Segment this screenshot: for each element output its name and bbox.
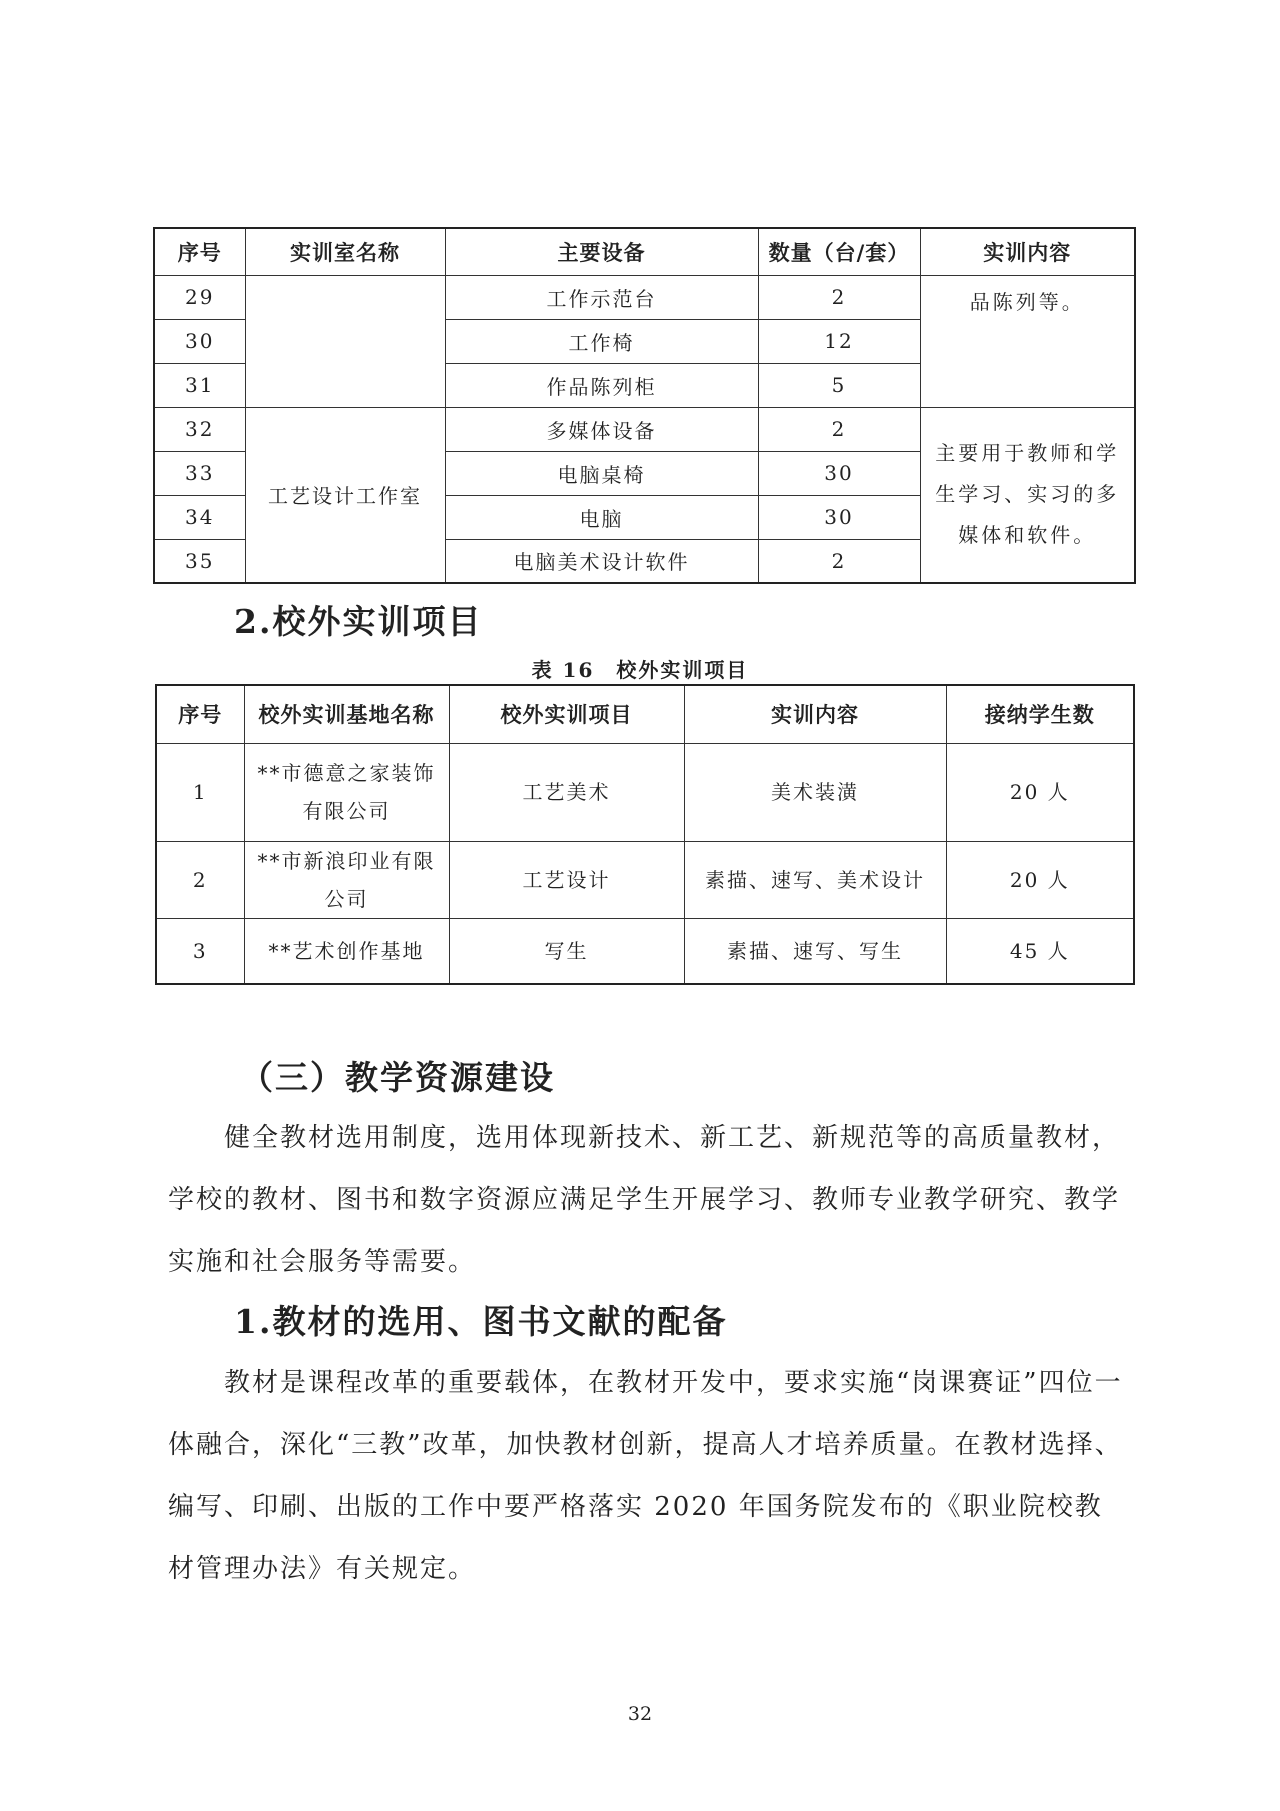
row-number: 1 bbox=[156, 743, 244, 841]
section-heading-offsite: 2.校外实训项目 bbox=[234, 602, 483, 641]
training-project: 工艺美术 bbox=[449, 743, 684, 841]
base-name: **市新浪印业有限公司 bbox=[244, 841, 449, 918]
device-quantity: 2 bbox=[758, 407, 920, 451]
table-row bbox=[154, 407, 1135, 451]
device-quantity: 30 bbox=[758, 495, 920, 539]
student-count: 20 人 bbox=[946, 743, 1134, 841]
row-number: 30 bbox=[154, 319, 245, 363]
row-number: 2 bbox=[156, 841, 244, 918]
base-name: **市德意之家装饰有限公司 bbox=[244, 743, 449, 841]
device-name: 工作示范台 bbox=[445, 275, 758, 319]
device-name: 电脑 bbox=[445, 495, 758, 539]
device-name: 多媒体设备 bbox=[445, 407, 758, 451]
table-row bbox=[156, 841, 1134, 918]
student-count: 45 人 bbox=[946, 918, 1134, 984]
section-heading-resources: （三）教学资源建设 bbox=[240, 1058, 555, 1097]
equipment-table bbox=[153, 227, 1136, 584]
device-name: 电脑美术设计软件 bbox=[445, 539, 758, 583]
device-quantity: 2 bbox=[758, 275, 920, 319]
header-quantity: 数量（台/套） bbox=[758, 228, 920, 275]
device-quantity: 5 bbox=[758, 363, 920, 407]
device-name: 作品陈列柜 bbox=[445, 363, 758, 407]
header-content: 实训内容 bbox=[684, 685, 946, 743]
base-name: **艺术创作基地 bbox=[244, 918, 449, 984]
row-number: 34 bbox=[154, 495, 245, 539]
table-row bbox=[156, 743, 1134, 841]
table-row bbox=[154, 275, 1135, 319]
training-project: 写生 bbox=[449, 918, 684, 984]
header-room: 实训室名称 bbox=[245, 228, 445, 275]
student-count: 20 人 bbox=[946, 841, 1134, 918]
training-content: 素描、速写、美术设计 bbox=[684, 841, 946, 918]
header-no: 序号 bbox=[154, 228, 245, 275]
device-quantity: 12 bbox=[758, 319, 920, 363]
header-base: 校外实训基地名称 bbox=[244, 685, 449, 743]
training-content: 素描、速写、写生 bbox=[684, 918, 946, 984]
page-number: 32 bbox=[627, 1703, 653, 1725]
row-number: 35 bbox=[154, 539, 245, 583]
offsite-training-table bbox=[155, 684, 1135, 985]
header-students: 接纳学生数 bbox=[946, 685, 1134, 743]
table-header-row bbox=[154, 228, 1135, 275]
room-name bbox=[245, 275, 445, 407]
room-name: 工艺设计工作室 bbox=[245, 407, 445, 583]
training-content: 品陈列等。 bbox=[920, 275, 1135, 407]
header-device: 主要设备 bbox=[445, 228, 758, 275]
row-number: 31 bbox=[154, 363, 245, 407]
table-header-row bbox=[156, 685, 1134, 743]
training-project: 工艺设计 bbox=[449, 841, 684, 918]
device-quantity: 30 bbox=[758, 451, 920, 495]
table-caption: 表 16 校外实训项目 bbox=[531, 658, 749, 682]
row-number: 29 bbox=[154, 275, 245, 319]
device-name: 工作椅 bbox=[445, 319, 758, 363]
row-number: 3 bbox=[156, 918, 244, 984]
device-quantity: 2 bbox=[758, 539, 920, 583]
resources-paragraph: 健全教材选用制度，选用体现新技术、新工艺、新规范等的高质量教材，学校的教材、图书和数字资源应满足学生开展学习、教师专业教学研究、教学实施和社会服务等需要。 bbox=[168, 1123, 1121, 1277]
training-content: 美术装潢 bbox=[684, 743, 946, 841]
header-project: 校外实训项目 bbox=[449, 685, 684, 743]
row-number: 32 bbox=[154, 407, 245, 451]
row-number: 33 bbox=[154, 451, 245, 495]
table-row bbox=[156, 918, 1134, 984]
textbooks-paragraph: 教材是课程改革的重要载体，在教材开发中，要求实施“岗课赛证”四位一体融合，深化“三教”改革，加快教材创新，提高人才培养质量。在教材选择、编写、印刷、出版的工作中要严格落实 2020 年国务院发布的《职业院校教材管理办法》有关规定。 bbox=[168, 1368, 1123, 1584]
training-content: 主要用于教师和学生学习、实习的多媒体和软件。 bbox=[920, 407, 1135, 583]
header-no: 序号 bbox=[156, 685, 244, 743]
header-content: 实训内容 bbox=[920, 228, 1135, 275]
device-name: 电脑桌椅 bbox=[445, 451, 758, 495]
section-heading-textbooks: 1.教材的选用、图书文献的配备 bbox=[234, 1302, 728, 1341]
